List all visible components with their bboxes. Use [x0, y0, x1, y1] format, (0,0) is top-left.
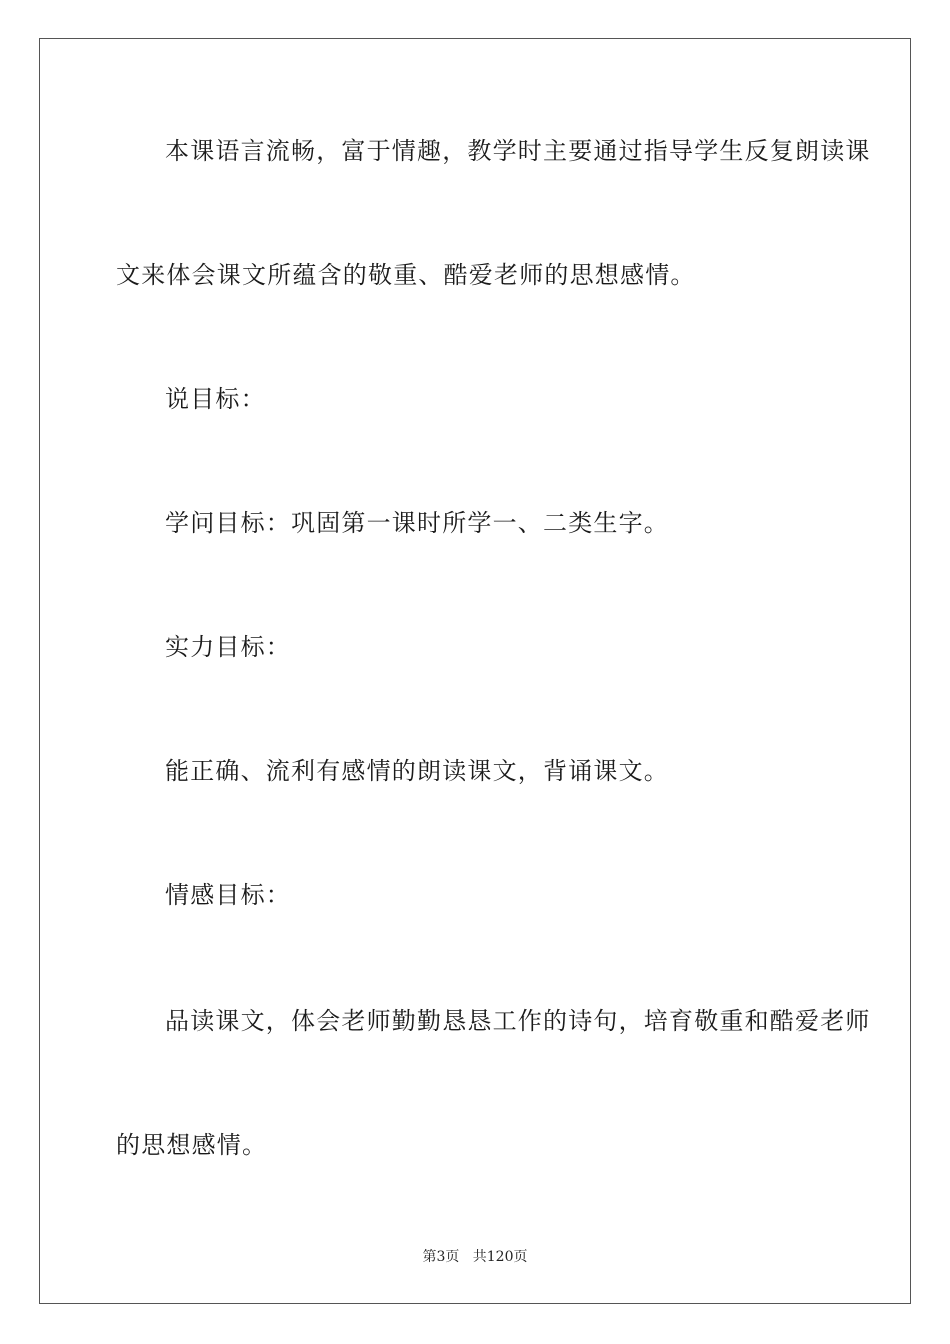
- paragraph-line-1: 本课语言流畅，富于情趣，教学时主要通过指导学生反复朗读课: [165, 137, 871, 165]
- ability-goal-line: 能正确、流利有感情的朗读课文，背诵课文。: [165, 757, 669, 785]
- total-pages: 共120页: [472, 1249, 528, 1265]
- knowledge-goal-line: 学问目标：巩固第一课时所学一、二类生字。: [165, 509, 669, 537]
- page-frame: [39, 38, 911, 1304]
- emotion-goal-heading: 情感目标：: [165, 881, 291, 909]
- page-number: 第3页: [422, 1249, 460, 1265]
- emotion-goal-line-2: 的思想感情。: [116, 1131, 268, 1159]
- ability-goal-heading: 实力目标：: [165, 633, 291, 661]
- paragraph-line-2: 文来体会课文所蕴含的敬重、酷爱老师的思想感情。: [116, 261, 696, 289]
- heading-shuo-mubiao: 说目标：: [165, 385, 266, 413]
- page-footer: [0, 1248, 950, 1266]
- emotion-goal-line-1: 品读课文，体会老师勤勤恳恳工作的诗句，培育敬重和酷爱老师: [165, 1007, 871, 1035]
